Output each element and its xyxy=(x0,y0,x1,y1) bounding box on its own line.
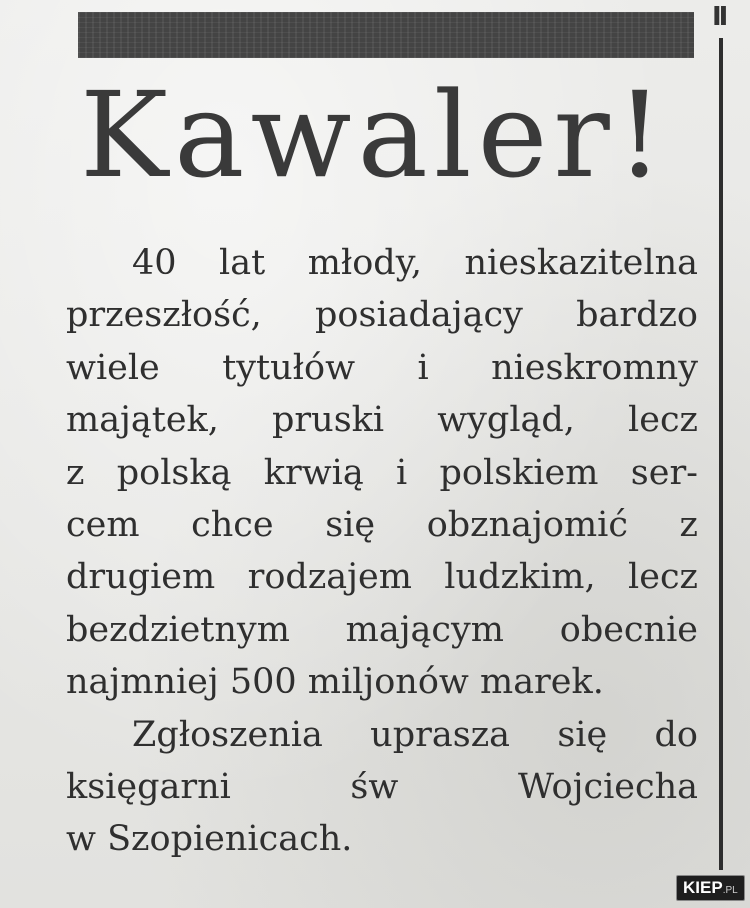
text-line: wiele tytułów i nieskromny xyxy=(66,347,698,388)
site-watermark xyxy=(676,875,745,901)
text-line: bezdzietnym mającym obecnie xyxy=(66,609,698,650)
corner-mark: II xyxy=(712,2,726,32)
advertisement-body xyxy=(66,237,698,866)
text-line: drugiem rodzajem ludzkim, lecz xyxy=(66,557,698,598)
text-line: księgarni św Wojciecha xyxy=(66,766,698,807)
text-line: 40 lat młody, nieskazitelna xyxy=(132,243,698,283)
text-line: najmniej 500 miljonów marek. xyxy=(66,662,604,703)
watermark-brand: KIEP xyxy=(683,878,723,897)
text-line: cem chce się obznajomić z xyxy=(66,504,698,545)
text-line: z polską krwią i polskiem ser- xyxy=(66,452,698,493)
text-line: w Szopienicach. xyxy=(66,819,353,860)
watermark-suffix: .PL xyxy=(722,885,738,896)
text-line: majątek, pruski wygląd, lecz xyxy=(66,400,698,441)
column-rule xyxy=(719,38,723,870)
text-line: przeszłość, posiadający bardzo xyxy=(66,295,698,336)
text-line: Zgłoszenia uprasza się do xyxy=(132,714,698,755)
headline: Kawaler! xyxy=(80,66,670,204)
decorative-top-bar xyxy=(78,12,694,58)
